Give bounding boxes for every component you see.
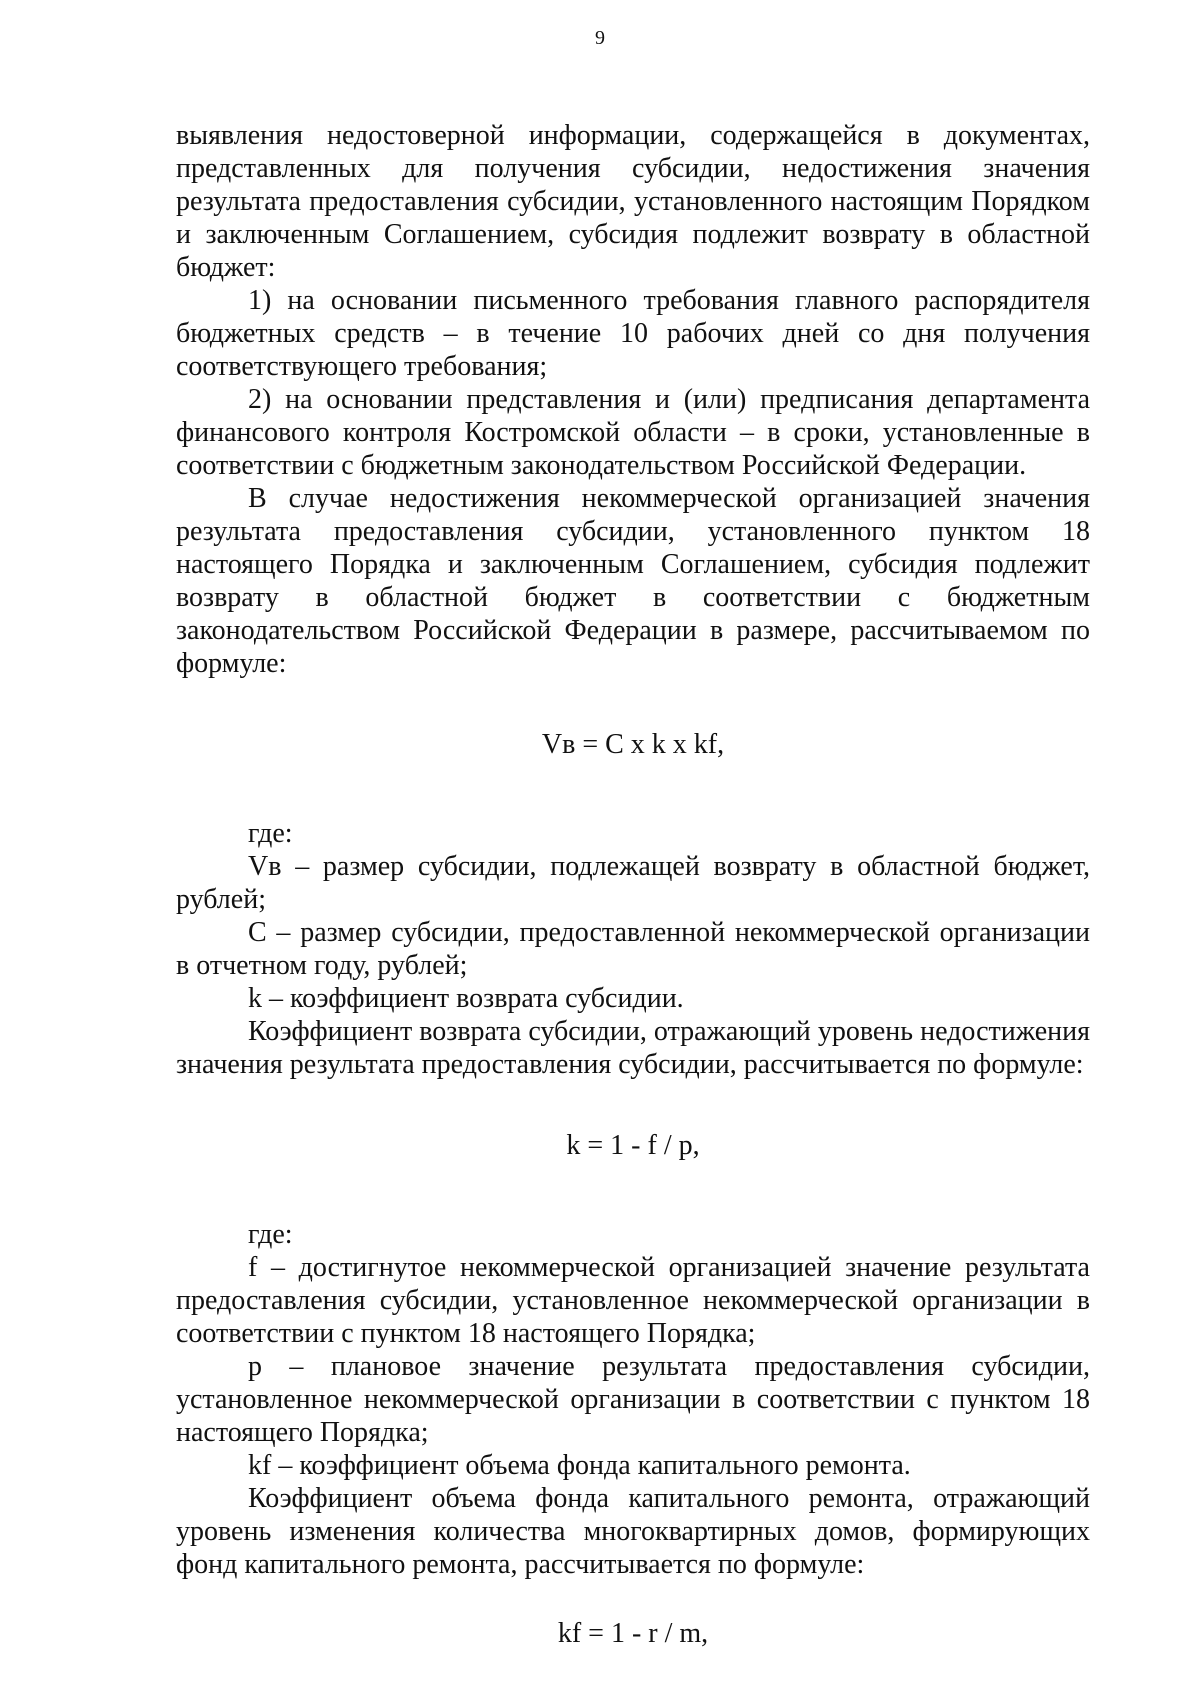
paragraph: Коэффициент возврата субсидии, отражающий уровень недостижения значения результата предоставления субсидии, рассчитывается по формуле: [176, 1016, 1090, 1080]
spacer [176, 1581, 1090, 1617]
spacer [176, 1081, 1090, 1129]
paragraph: где: [248, 818, 293, 849]
spacer [176, 761, 1090, 817]
document-body [176, 119, 1090, 1650]
spacer [176, 680, 1090, 728]
paragraph: В случае недостижения некоммерческой организацией значения результата предоставления субсидии, установленного пунктом 18 настоящего Порядка и заключенным Соглашением, субсидия подлежит возврату в областной бюджет в соответствии с бюджетным законодательством Российской Федерации в размере, рассчитываемом по формуле: [176, 483, 1090, 679]
paragraph: Коэффициент объема фонда капитального ремонта, отражающий уровень изменения количества многоквартирных домов, формирующих фонд капитального ремонта, рассчитывается по формуле: [176, 1483, 1090, 1580]
formula-vb: Vв = С x k x kf, [541, 729, 725, 760]
paragraph: где: [248, 1219, 293, 1250]
paragraph: выявления недостоверной информации, содержащейся в документах, представленных для получения субсидии, недостижения значения результата предоставления субсидии, установленного настоящим Порядком и заключенным Соглашением, субсидия подлежит возврату в областной бюджет: [176, 120, 1090, 283]
page-number: 9 [595, 27, 605, 49]
paragraph: f – достигнутое некоммерческой организацией значение результата предоставления субсидии, установленное некоммерческой организации в соответствии с пунктом 18 настоящего Порядка; [176, 1252, 1090, 1349]
paragraph: k – коэффициент возврата субсидии. [248, 983, 684, 1014]
paragraph: 1) на основании письменного требования главного распорядителя бюджетных средств – в течение 10 рабочих дней со дня получения соответствующего требования; [176, 285, 1090, 382]
paragraph: p – плановое значение результата предоставления субсидии, установленное некоммерческой организации в соответствии с пунктом 18 настоящего Порядка; [176, 1351, 1090, 1448]
formula-kf: kf = 1 - r / m, [557, 1618, 709, 1649]
formula-k: k = 1 - f / p, [566, 1130, 700, 1161]
paragraph: С – размер субсидии, предоставленной некоммерческой организации в отчетном году, рублей; [176, 917, 1090, 981]
spacer [176, 1162, 1090, 1218]
paragraph: 2) на основании представления и (или) предписания департамента финансового контроля Костромской области – в сроки, установленные в соответствии с бюджетным законодательством Российской Федерации. [176, 384, 1090, 481]
paragraph: Vв – размер субсидии, подлежащей возврату в областной бюджет, рублей; [176, 851, 1090, 915]
paragraph: kf – коэффициент объема фонда капитального ремонта. [248, 1450, 911, 1481]
